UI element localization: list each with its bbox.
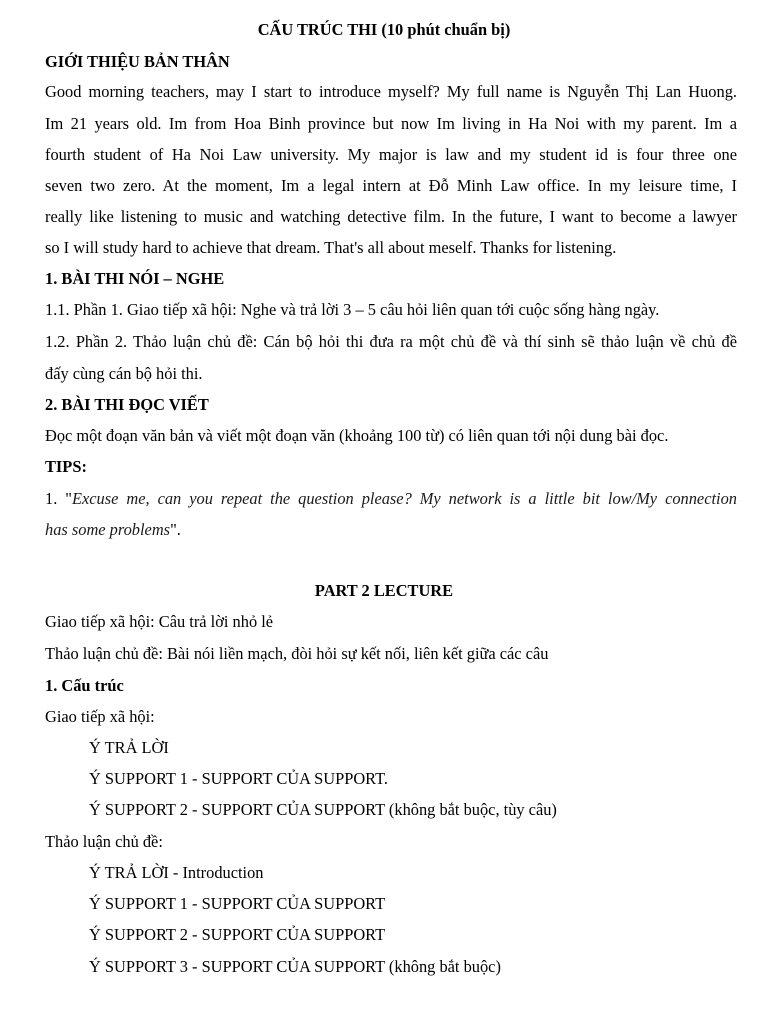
document-title: CẤU TRÚC THI (10 phút chuẩn bị) bbox=[257, 20, 511, 39]
intro-line: Im 21 years old. Im from Hoa Binh province but now Im living in Ha Noi with my parent. Im a bbox=[45, 114, 737, 133]
intro-line: seven two zero. At the moment, Im a legal intern at Đỗ Minh Law office. In my leisure time, I bbox=[45, 176, 737, 195]
tip-prefix: 1. " bbox=[45, 489, 72, 508]
intro-line: so I will study hard to achieve that dream. That's all about meself. Thanks for listening. bbox=[45, 238, 617, 257]
lecture-paragraph: Thảo luận chủ đề: Bài nói liền mạch, đòi hỏi sự kết nối, liên kết giữa các câu bbox=[45, 644, 549, 663]
intro-heading: GIỚI THIỆU BẢN THÂN bbox=[45, 52, 230, 71]
part-2-heading: PART 2 LECTURE bbox=[314, 581, 454, 600]
lecture-paragraph: Giao tiếp xã hội: Câu trả lời nhỏ lẻ bbox=[45, 612, 274, 631]
section-1-heading: 1. BÀI THI NÓI – NGHE bbox=[45, 269, 225, 288]
section-1-paragraph: 1.1. Phần 1. Giao tiếp xã hội: Nghe và trả lời 3 – 5 câu hỏi liên quan tới cuộc sống hàng ngày. bbox=[45, 300, 660, 319]
tip-item bbox=[45, 489, 737, 509]
list-item: Ý SUPPORT 2 - SUPPORT CỦA SUPPORT (không bắt buộc, tùy câu) bbox=[89, 800, 557, 819]
structure-heading: 1. Cấu trúc bbox=[45, 676, 124, 695]
intro-line: fourth student of Ha Noi Law university. My major is law and my student id is four three one bbox=[45, 145, 737, 164]
section-1-paragraph: 1.2. Phần 2. Thảo luận chủ đề: Cán bộ hỏi thi đưa ra một chủ đề và thí sinh sẽ thảo luận về chủ đề bbox=[45, 332, 737, 351]
tip-quote: has some problems bbox=[45, 520, 171, 539]
intro-line: Good morning teachers, may I start to introduce myself? My full name is Nguyễn Thị Lan Huong. bbox=[45, 82, 737, 101]
tip-item bbox=[45, 520, 737, 540]
list-item: Ý SUPPORT 1 - SUPPORT CỦA SUPPORT. bbox=[89, 769, 389, 788]
list-item: Ý SUPPORT 2 - SUPPORT CỦA SUPPORT bbox=[89, 925, 386, 944]
section-2-heading: 2. BÀI THI ĐỌC VIẾT bbox=[45, 395, 209, 414]
list-item: Ý TRẢ LỜI - Introduction bbox=[89, 863, 264, 882]
list-item: Ý TRẢ LỜI bbox=[89, 738, 169, 757]
section-1-paragraph: đấy cùng cán bộ hỏi thi. bbox=[45, 364, 203, 383]
intro-line: really like listening to music and watching detective film. In the future, I want to become a lawyer bbox=[45, 207, 737, 226]
social-label: Giao tiếp xã hội: bbox=[45, 707, 155, 726]
tip-suffix: ". bbox=[170, 520, 181, 539]
topic-label: Thảo luận chủ đề: bbox=[45, 832, 163, 851]
tips-heading: TIPS: bbox=[45, 457, 87, 476]
list-item: Ý SUPPORT 1 - SUPPORT CỦA SUPPORT bbox=[89, 894, 386, 913]
section-2-paragraph: Đọc một đoạn văn bản và viết một đoạn văn (khoảng 100 từ) có liên quan tới nội dung bài đọc. bbox=[45, 426, 669, 445]
tip-quote: Excuse me, can you repeat the question please? My network is a little bit low/My connection bbox=[71, 489, 737, 508]
list-item: Ý SUPPORT 3 - SUPPORT CỦA SUPPORT (không bắt buộc) bbox=[89, 957, 501, 976]
